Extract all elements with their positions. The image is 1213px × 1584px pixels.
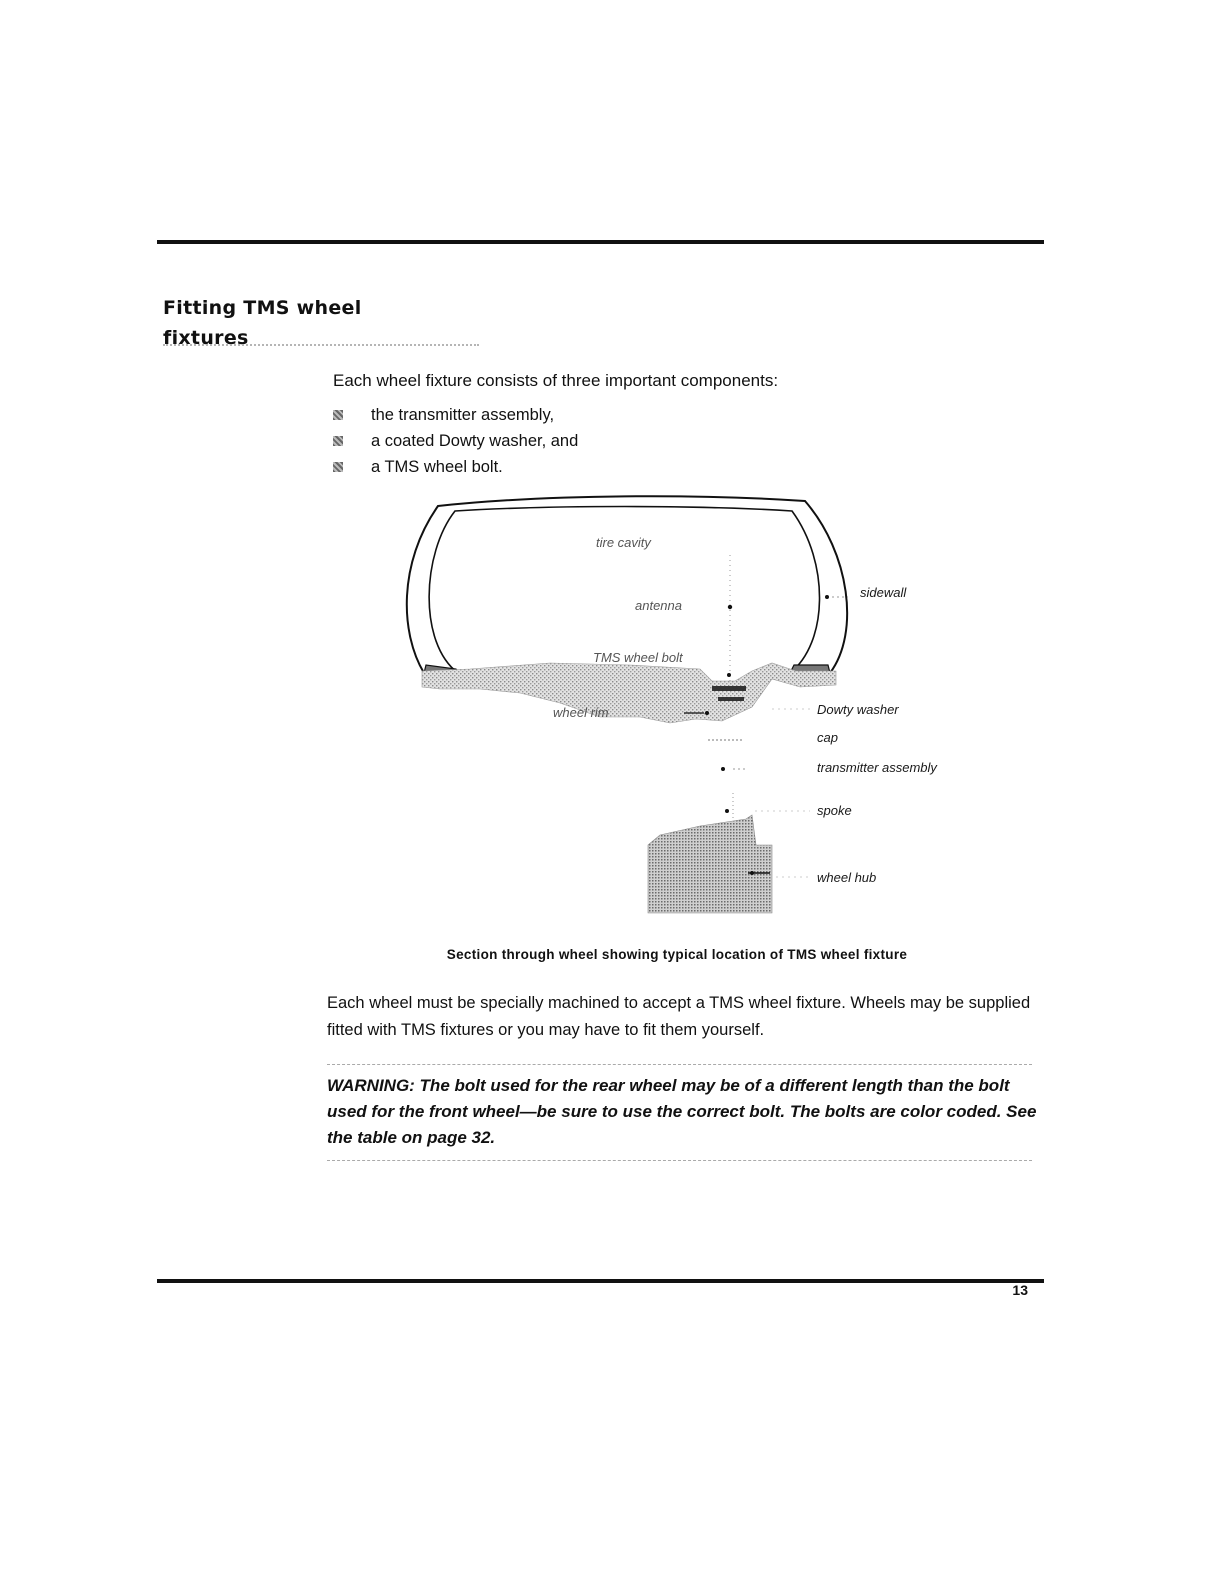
label-wheel-rim: wheel rim: [553, 705, 609, 720]
bullet-square-icon: [333, 436, 343, 446]
transmitter-marker: [721, 767, 725, 771]
wheel-section-drawing: [400, 493, 990, 933]
washer: [718, 697, 744, 701]
body-paragraph: Each wheel must be specially machined to accept a TMS wheel fixture. Wheels may be supplied fitted with TMS fixtures or you may have to fit them yourself.: [327, 994, 1031, 1039]
label-antenna: antenna: [635, 598, 682, 613]
intro-text: Each wheel fixture consists of three important components:: [333, 371, 779, 390]
antenna-marker: [728, 605, 732, 609]
bullet-square-icon: [333, 462, 343, 472]
component-list: [333, 402, 578, 480]
list-item-text: a coated Dowty washer, and: [371, 431, 579, 450]
tire-inner-outline: [429, 507, 819, 674]
label-spoke: spoke: [817, 803, 852, 818]
list-item: [333, 428, 578, 454]
label-transmitter-assembly: transmitter assembly: [817, 760, 937, 775]
label-wheel-hub: wheel hub: [817, 870, 877, 885]
list-item-text: a TMS wheel bolt.: [371, 457, 503, 476]
label-tms-wheel-bolt: TMS wheel bolt: [593, 650, 683, 665]
bullet-square-icon: [333, 410, 343, 420]
bottom-rule: [157, 1279, 1044, 1283]
bolt-head: [712, 686, 746, 691]
warning-text: WARNING: The bolt used for the rear wheel may be of a different length than the bolt used for the front wheel—be sure to use the correct bolt. The bolts are color coded. See the table on page 32.: [327, 1076, 1037, 1147]
hub-marker: [750, 871, 754, 875]
heading-underline: [163, 344, 479, 346]
section-heading-line1: Fitting TMS wheel: [163, 297, 362, 319]
label-dowty-washer: Dowty washer: [817, 702, 899, 717]
sidewall-marker: [825, 595, 829, 599]
list-item: [333, 454, 578, 480]
wheel-rim: [422, 663, 836, 723]
list-item: [333, 402, 578, 428]
spoke-marker: [725, 809, 729, 813]
page-number: 13: [1012, 1282, 1028, 1298]
wheel-hub: [648, 815, 772, 913]
tire-outline: [407, 496, 847, 673]
bolt-marker: [727, 673, 731, 677]
label-tire-cavity: tire cavity: [596, 535, 651, 550]
label-sidewall: sidewall: [860, 585, 907, 600]
warning-rule-bottom: [327, 1160, 1032, 1161]
label-cap: cap: [817, 730, 838, 745]
top-rule: [157, 240, 1044, 244]
warning-rule-top: [327, 1064, 1032, 1065]
wheel-section-diagram: [400, 493, 990, 933]
section-heading-line2: fixtures: [163, 327, 249, 349]
wheel-rim-marker: [705, 711, 709, 715]
list-item-text: the transmitter assembly,: [371, 405, 555, 424]
figure-caption: Section through wheel showing typical location of TMS wheel fixture: [446, 947, 908, 962]
